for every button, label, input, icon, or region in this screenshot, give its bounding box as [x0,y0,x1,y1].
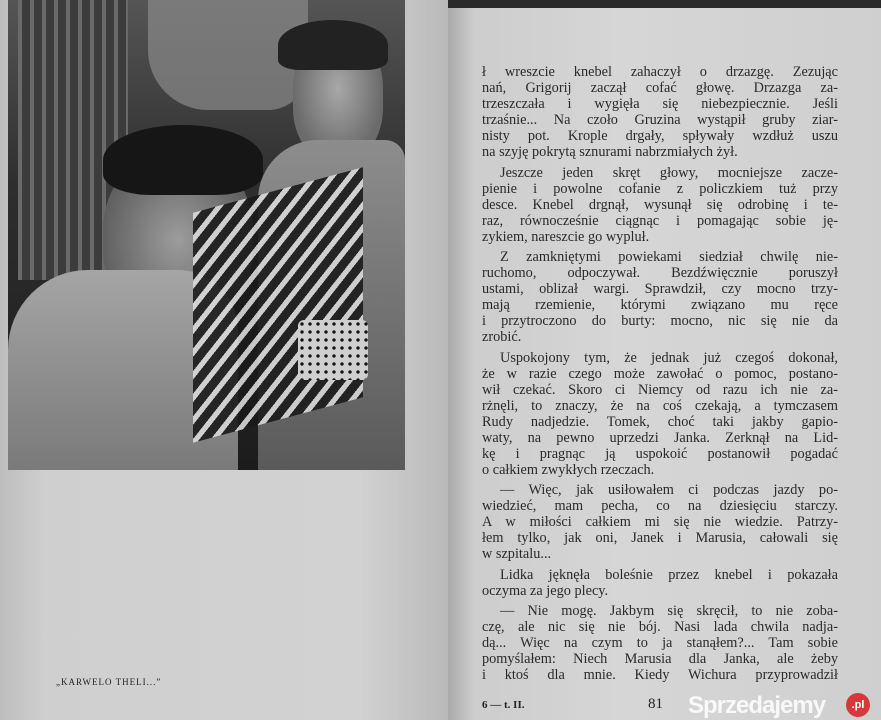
paragraph [482,482,838,562]
watermark-pl-badge: .pl [846,693,870,717]
text-line: Jeszcze jeden skręt głowy, mocniejsze zacze- [500,164,838,181]
text-line: A w miłości całkiem mi się nie wiedzie. Patrzy- [482,514,838,530]
text-line: Lidka jęknęła boleśnie przez knebel i pokazała [500,566,838,583]
text-line: pomyślałem: Niech Marusia dla Janka, ale żeby [482,651,838,667]
paragraph [482,350,838,478]
signature-mark: 6 — t. II. [482,699,525,711]
paragraph [482,249,838,345]
paragraph [482,64,838,160]
text-line: o całkiem zwykłych rzeczach. [482,461,655,478]
text-line: mają rzemienie, którymi związano mu ręce [482,297,838,313]
page-number: 81 [648,696,663,712]
text-line: wiedzieć, mam pecha, co na dziesięciu starczy. [482,498,838,514]
text-line: trzaśnie... Na czoło Gruzina wystąpił gruby ziar- [482,112,838,128]
text-line: ł wreszcie knebel zahaczył o drzazgę. Zezując [482,64,838,80]
text-line: i ktoś dla mnie. Kiedy Wichura przyprowadził [482,667,838,683]
text-line: czę, ale nic się nie bój. Nasi lada chwila nadja- [482,619,838,635]
text-line: i przytroczono do burty: mocno, nic się nie da [482,313,838,329]
text-line: zykiem, nareszcie go wypluł. [482,228,650,245]
paragraph [482,567,838,599]
text-line: dą... Więc na czym to ja stanąłem?... Tam sobie [482,635,838,651]
text-line: w szpitalu... [482,546,552,562]
text-line: łem tylko, jak oni, Janek i Marusia, całowali się [482,530,838,546]
text-line: ruchomo, odpoczywał. Bezdźwięcznie poruszył [482,265,838,281]
book-photo-two-soldiers-accordion [8,0,405,470]
text-line: — Więc, jak usiłowałem ci podczas jazdy po- [500,482,838,498]
text-line: zrobić. [482,329,522,345]
photo-caption: „KARWELO THELI...” [56,677,162,687]
text-line: pienie i powolne cofanie z policzkiem tuż przy [482,180,838,197]
text-line: — Nie mogę. Jakbym się skręcił, to nie zoba- [500,603,838,619]
page-body-text [482,64,838,688]
text-line: trzeszczała i wygięła się niebezpiecznie. Jeśli [482,96,838,112]
text-line: wił czekać. Skoro ci Niemcy od razu ich nie za- [482,381,838,398]
text-line: ustami, oblizał wargi. Sprawdził, czy mocno trzy- [482,281,838,297]
text-line: desce. Knebel drgnął, wysunął się odrobinę i te- [482,196,838,213]
text-line: rżnęli, to znaczy, że na coś czekają, a tymczasem [482,397,838,414]
watermark-logo: Sprzedajemy [688,692,826,719]
paragraph [482,603,838,683]
text-line: raz, równocześnie ciągnąc i pomagając sobie ję- [482,212,838,229]
paragraph [482,165,838,245]
text-line: Rudy nadjedzie. Tomek, choć taki jakby gapio- [482,413,838,430]
text-line: kę i pragnąc ją uspokoić postanowił pogadać [482,445,838,462]
text-line: nań, Grigorij zaczął cofać głowę. Drzazga za- [482,80,838,96]
text-line: na szyję pokrytą sznurami nabrzmiałych żył. [482,144,738,160]
text-line: nisty pot. Krople drgały, spływały wzdłuż uszu [482,128,838,144]
text-line: oczyma za jego plecy. [482,582,609,599]
text-line: że w razie czego może zawołać o pomoc, postano- [482,365,838,382]
text-line: waty, na pewno uprzedzi Janka. Zerknął na Lid- [482,429,838,446]
text-line: Uspokojony tym, że jednak już czegoś dokonał, [500,349,838,366]
text-line: Z zamkniętymi powiekami siedział chwilę nie- [500,249,838,265]
